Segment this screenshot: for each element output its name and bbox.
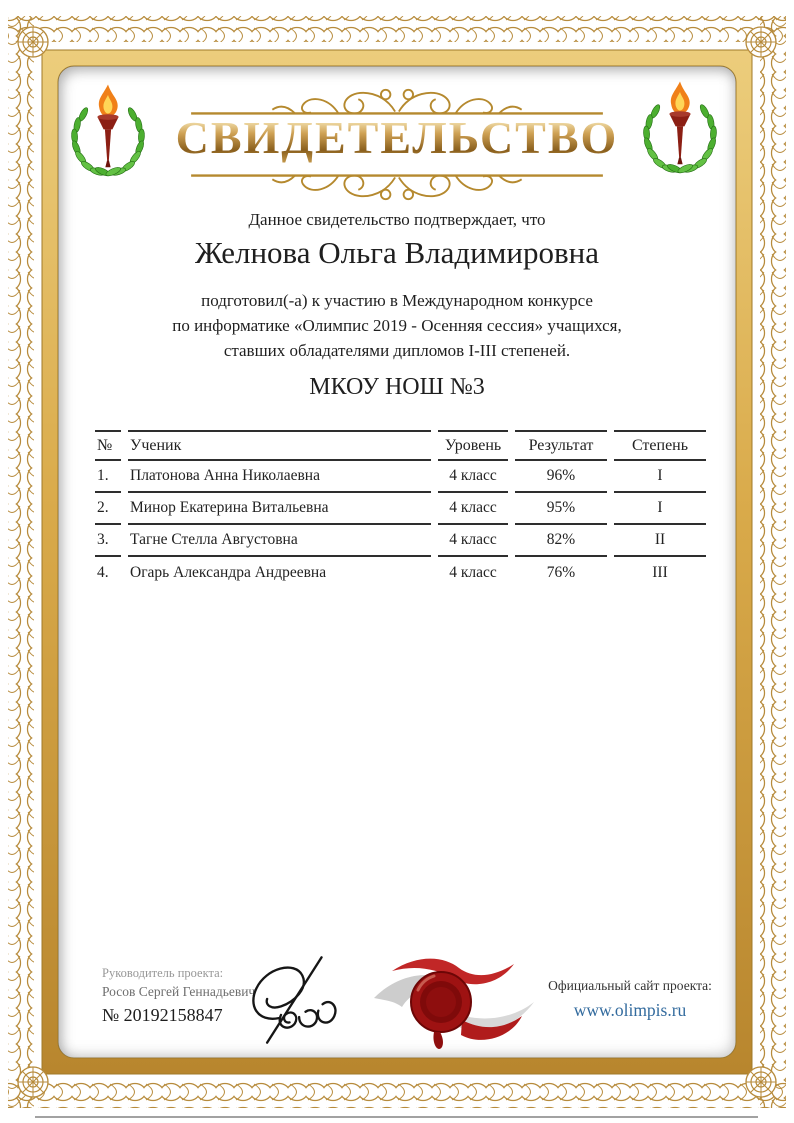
- cell-degree: II: [614, 525, 706, 557]
- cell-level: 4 класс: [438, 461, 508, 493]
- recipient-name: Желнова Ольга Владимировна: [195, 235, 599, 270]
- cell-number: 1.: [95, 461, 121, 493]
- header-result: Результат: [515, 430, 607, 461]
- leader-name: Росов Сергей Геннадьевич: [102, 984, 256, 999]
- header-number: №: [95, 430, 121, 461]
- cell-student: Минор Екатерина Витальевна: [128, 493, 431, 525]
- intro-text: Данное свидетельство подтверждает, что: [248, 210, 546, 229]
- table-row: [95, 461, 706, 493]
- cell-degree: III: [652, 564, 668, 581]
- table-row: [95, 525, 706, 557]
- cell-result: 82%: [515, 525, 607, 557]
- table-row: [95, 493, 706, 525]
- cell-result: 76%: [546, 564, 576, 581]
- cell-level: 4 класс: [449, 564, 497, 581]
- school-name: МКОУ НОШ №3: [309, 374, 485, 400]
- site-link[interactable]: www.olimpis.ru: [573, 1000, 687, 1020]
- results-table: [88, 430, 713, 589]
- cell-number: 2.: [95, 493, 121, 525]
- cell-result: 95%: [515, 493, 607, 525]
- leader-label: Руководитель проекта:: [102, 966, 224, 980]
- table-row: [95, 557, 706, 589]
- official-site-block: [528, 978, 732, 1021]
- site-label: Официальный сайт проекта:: [548, 978, 712, 993]
- wax-seal-icon: [362, 950, 544, 1052]
- cell-student: Платонова Анна Николаевна: [128, 461, 431, 493]
- table-header-row: [95, 430, 706, 461]
- project-leader-block: [102, 966, 255, 1026]
- header-level: Уровень: [438, 430, 508, 461]
- signature-icon: [238, 952, 356, 1048]
- certificate-title: СВИДЕТЕЛЬСТВО: [0, 111, 794, 164]
- page-break-line: [35, 1116, 758, 1118]
- cell-level: 4 класс: [438, 493, 508, 525]
- cell-degree: I: [614, 461, 706, 493]
- cell-level: 4 класс: [438, 525, 508, 557]
- body-text-line-3: ставших обладателями дипломов I-III степеней.: [223, 341, 571, 360]
- header-student: Ученик: [128, 430, 431, 461]
- cell-number: 4.: [97, 564, 109, 581]
- cell-student: Тагне Стелла Августовна: [128, 525, 431, 557]
- body-text-line-2: по информатике «Олимпис 2019 - Осенняя сессия» учащихся,: [172, 316, 622, 335]
- body-text-line-1: подготовил(-а) к участию в Международном конкурсе: [201, 291, 593, 310]
- certificate-number: № 20192158847: [102, 1005, 223, 1025]
- flourish-divider-bottom: [177, 168, 617, 202]
- cell-student: Огарь Александра Андреевна: [130, 564, 327, 581]
- cell-number: 3.: [95, 525, 121, 557]
- cell-degree: I: [614, 493, 706, 525]
- cell-result: 96%: [515, 461, 607, 493]
- header-degree: Степень: [614, 430, 706, 461]
